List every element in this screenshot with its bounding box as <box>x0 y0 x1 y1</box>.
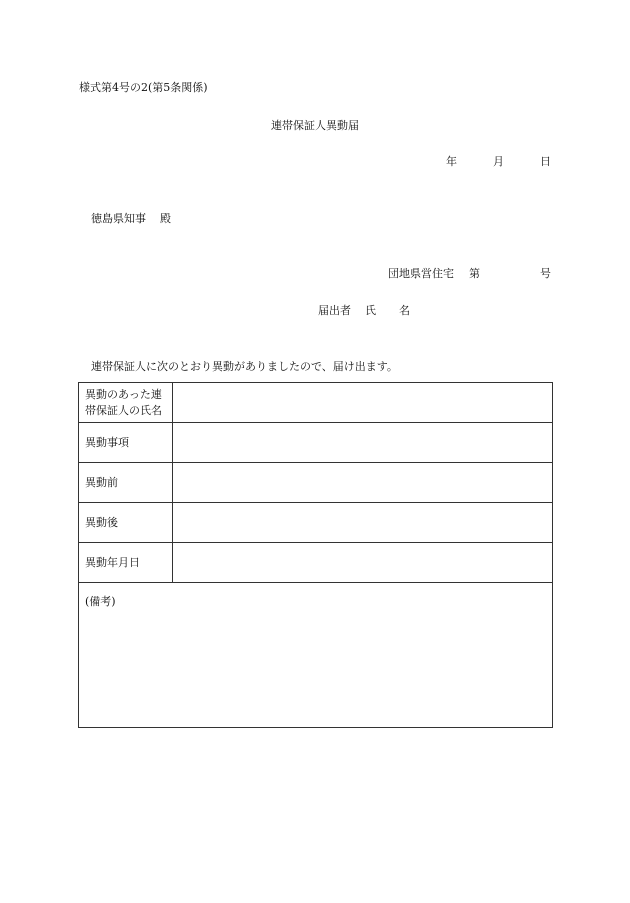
remarks-label: (備考) <box>85 595 116 608</box>
table-row <box>79 383 553 423</box>
date-month-label: 月 <box>493 155 504 168</box>
housing-label: 団地県営住宅 <box>388 267 454 280</box>
change-item-field[interactable] <box>173 423 553 463</box>
guarantor-name-field[interactable] <box>173 383 553 423</box>
change-notice-table <box>78 382 553 728</box>
row-label-change-item: 異動事項 <box>79 423 173 463</box>
remarks-field[interactable] <box>79 583 553 728</box>
date-day-label: 日 <box>540 155 551 168</box>
document-title: 連帯保証人異動届 <box>271 119 359 132</box>
applicant-name-label-2: 名 <box>399 304 410 317</box>
row-label-line: 異動のあった連 <box>85 387 162 401</box>
date-year-label: 年 <box>446 155 457 168</box>
intro-text: 連帯保証人に次のとおり異動がありましたので、届け出ます。 <box>91 360 398 373</box>
before-change-field[interactable] <box>173 463 553 503</box>
table-row <box>79 503 553 543</box>
table-row <box>79 423 553 463</box>
table-row <box>79 543 553 583</box>
row-label-change-date: 異動年月日 <box>79 543 173 583</box>
housing-number-suffix: 号 <box>540 267 551 280</box>
table-row-remarks <box>79 583 553 728</box>
after-change-field[interactable] <box>173 503 553 543</box>
housing-number-prefix: 第 <box>469 267 480 280</box>
row-label-line: 帯保証人の氏名 <box>85 403 162 417</box>
row-label-before: 異動前 <box>79 463 173 503</box>
change-date-field[interactable] <box>173 543 553 583</box>
addressee-honorific: 殿 <box>160 212 171 225</box>
applicant-label: 届出者 <box>318 304 351 317</box>
applicant-name-label-1: 氏 <box>365 304 376 317</box>
addressee-name: 徳島県知事 <box>91 212 146 225</box>
table-row <box>79 463 553 503</box>
form-number: 様式第4号の2(第5条関係) <box>79 81 208 94</box>
row-label-after: 異動後 <box>79 503 173 543</box>
row-label-guarantor-name <box>79 383 173 423</box>
